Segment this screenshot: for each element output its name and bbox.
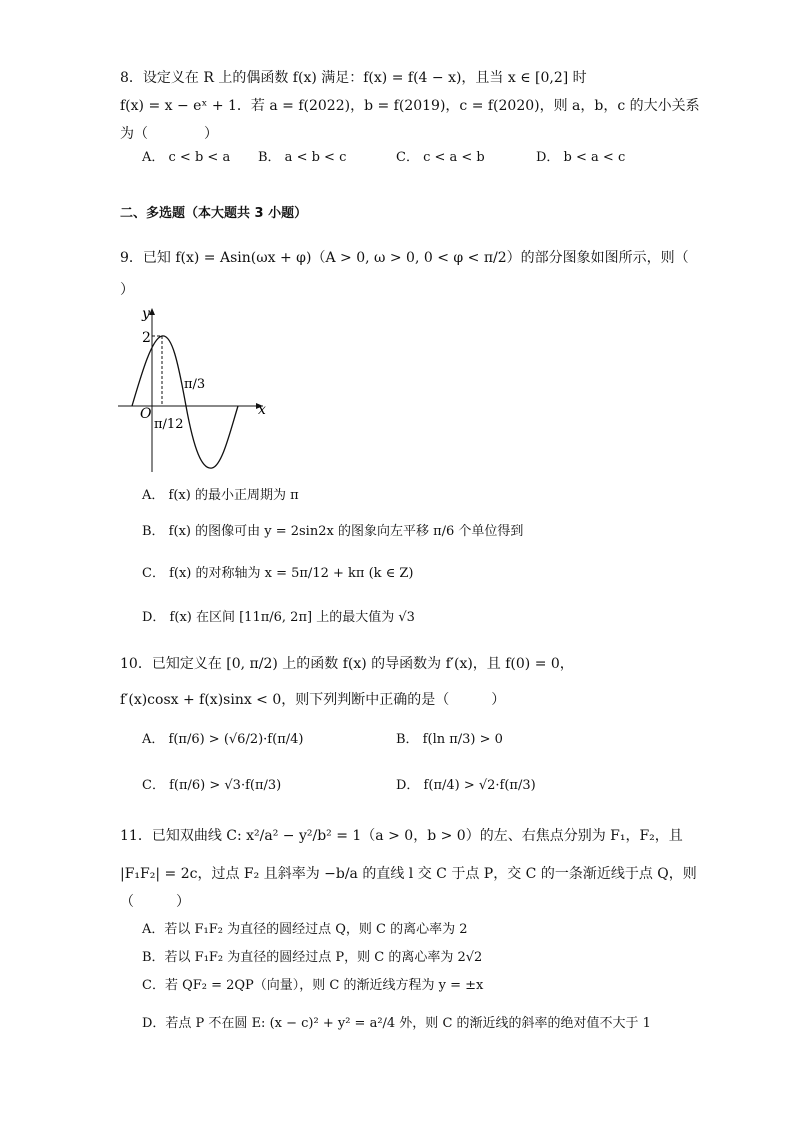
q9-option-a: A． f(x) 的最小正周期为 π (142, 488, 299, 503)
q10-option-d: D． f(π/4) > √2·f(π/3) (396, 778, 536, 793)
q8-option-b: B． a < b < c (258, 150, 347, 165)
sine-curve (132, 336, 238, 468)
q8-option-d: D． b < a < c (536, 150, 626, 165)
q11-line-2: |F₁F₂| = 2c，过点 F₂ 且斜率为 −b/a 的直线 l 交 C 于点 P，交 C 的一条渐近线于点 Q，则 (120, 866, 697, 882)
q8-line-1: 8．设定义在 R 上的偶函数 f(x) 满足：f(x) = f(4 − x)，且当 x ∈ [0,2] 时 (120, 70, 587, 86)
sine-graph (118, 302, 278, 477)
tick-label-pi-12: π/12 (154, 417, 184, 432)
q9-line-1: 9．已知 f(x) = Asin(ωx + φ)（A > 0, ω > 0, 0 < φ < π/2）的部分图象如图所示，则（ (120, 250, 689, 266)
q8-line-2: f(x) = x − eˣ + 1．若 a = f(2022)，b = f(2019)，c = f(2020)，则 a，b，c 的大小关系 (120, 98, 700, 114)
q9-option-d: D． f(x) 在区间 [11π/6, 2π] 上的最大值为 √3 (142, 610, 415, 625)
q11-option-d: D．若点 P 不在圆 E: (x − c)² + y² = a²/4 外，则 C 的渐近线的斜率的绝对值不大于 1 (142, 1016, 651, 1031)
q9-option-b: B． f(x) 的图像可由 y = 2sin2x 的图象向左平移 π/6 个单位得到 (142, 524, 524, 539)
q9-line-2: ） (120, 282, 134, 298)
q10-option-b: B． f(ln π/3) > 0 (396, 732, 503, 747)
q10-option-c: C． f(π/6) > √3·f(π/3) (142, 778, 282, 793)
x-axis-label: x (258, 402, 266, 418)
q10-line-2: f′(x)cosx + f(x)sinx < 0，则下列判断中正确的是（ ） (120, 692, 506, 708)
q11-line-1: 11．已知双曲线 C: x²/a² − y²/b² = 1（a > 0，b > 0）的左、右焦点分别为 F₁，F₂，且 (120, 828, 683, 844)
q11-option-b: B．若以 F₁F₂ 为直径的圆经过点 P，则 C 的离心率为 2√2 (142, 950, 483, 965)
q8-line-3: 为（ ） (120, 126, 218, 142)
q11-line-3: （ ） (120, 894, 190, 910)
origin-label: O (140, 406, 152, 422)
q8-option-c: C． c < a < b (396, 150, 485, 165)
q10-line-1: 10．已知定义在 [0, π/2) 上的函数 f(x) 的导函数为 f′(x)，且 f(0) = 0， (120, 656, 574, 672)
tick-label-pi-3: π/3 (184, 377, 206, 392)
section-heading: 二、多选题（本大题共 3 小题） (120, 206, 308, 221)
peak-value-label: 2 (142, 330, 151, 346)
q11-option-a: A．若以 F₁F₂ 为直径的圆经过点 Q，则 C 的离心率为 2 (142, 922, 468, 937)
q10-option-a: A． f(π/6) > (√6/2)·f(π/4) (142, 732, 304, 747)
q8-option-a: A． c < b < a (142, 150, 231, 165)
q9-option-c: C． f(x) 的对称轴为 x = 5π/12 + kπ (k ∈ Z) (142, 566, 414, 581)
y-axis-label: y (142, 306, 150, 322)
q11-option-c: C．若 QF₂ = 2QP（向量），则 C 的渐近线方程为 y = ±x (142, 978, 484, 993)
